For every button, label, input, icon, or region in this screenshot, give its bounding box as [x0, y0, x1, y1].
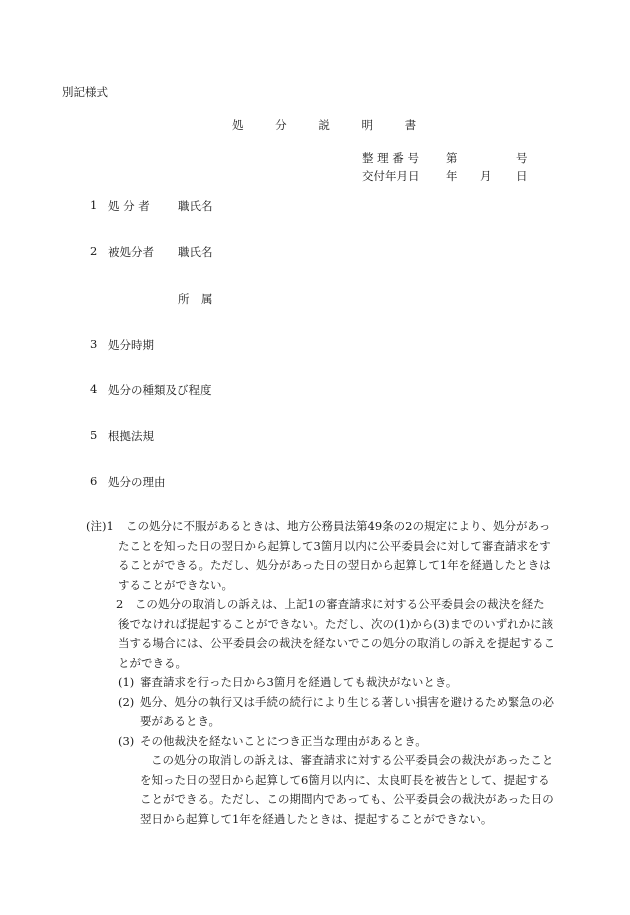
disposer-title-name-label: 職氏名 [178, 199, 213, 213]
issue-date-row [362, 168, 528, 184]
notes-block [86, 517, 556, 829]
section-number: 1 [90, 198, 98, 212]
year-label: 年 [446, 169, 458, 183]
section-label-disposal-type: 処分の種類及び程度 [108, 383, 212, 397]
note-2-body: この処分の取消しの訴えは、上記1の審査請求に対する公平委員会の裁決を経た後でなければ提起することができない。ただし、次の(1)から(3)までのいずれかに該当する場合には、公平委員会の裁決を経ないでこの処分の取消しの訴えを提起することができる。 [118, 597, 555, 670]
title-char: 分 [275, 118, 287, 132]
section-label-disposed-person: 被処分者 [108, 245, 154, 259]
section-number: 2 [90, 244, 98, 258]
note-item-number: (3) [118, 733, 135, 748]
note-item-number: (2) [118, 694, 135, 709]
note-1-text: この処分に不服があるときは、地方公務員法第49条の2の規定により、処分があったことを知った日の翌日から起算して3箇月以内に公平委員会に対して審査請求をすることができる。ただし、処分があった日の翌日から起算して1年を経過したときはすることができない。 [118, 519, 551, 592]
note-item-text: 審査請求を行った日から3箇月を経過しても裁決がないとき。 [140, 675, 458, 689]
section-number: 6 [90, 474, 98, 488]
reference-number-suffix: 号 [516, 151, 528, 165]
note-2-number: 2 [116, 597, 124, 611]
note-item-number: (1) [118, 675, 135, 689]
note-item [96, 693, 556, 732]
title-char: 処 [232, 118, 244, 132]
reference-number-label: 整 理 番 号 [362, 151, 419, 165]
note-item [96, 732, 556, 752]
section-label-reason: 処分の理由 [108, 475, 166, 489]
section-number: 5 [90, 428, 98, 442]
note-2 [96, 595, 556, 673]
note-1 [86, 517, 556, 595]
section-label-disposer: 処 分 者 [108, 199, 150, 213]
form-label: 別記様式 [62, 85, 108, 99]
title-char: 明 [361, 118, 373, 132]
section-label-disposal-date: 処分時期 [108, 338, 154, 352]
note-mark: (注)1 [86, 519, 114, 533]
reference-number-prefix: 第 [446, 151, 458, 165]
note-item-text: 処分、処分の執行又は手続の続行により生じる著しい損害を避けるため緊急の必要があるとき。 [140, 694, 554, 728]
section-label-legal-basis: 根拠法規 [108, 429, 154, 443]
note-2-text [96, 595, 556, 673]
note-item [96, 673, 556, 693]
title-char: 説 [318, 118, 330, 132]
section-number: 4 [90, 382, 98, 396]
section-number: 3 [90, 337, 98, 351]
month-label: 月 [480, 169, 492, 183]
issue-date-label: 交付年月日 [362, 169, 420, 183]
note-item-text: その他裁決を経ないことにつき正当な理由があるとき。 [140, 733, 427, 748]
affiliation-label: 所 属 [178, 292, 213, 306]
title-char: 書 [404, 118, 417, 132]
reference-number-row [362, 150, 528, 166]
document-title [232, 117, 416, 133]
disposed-title-name-label: 職氏名 [178, 245, 213, 259]
day-label: 日 [516, 169, 528, 183]
note-final-paragraph: この処分の取消しの訴えは、審査請求に対する公平委員会の裁決があったことを知った日の翌日から起算して6箇月以内に、太良町長を被告として、提起することができる。ただし、この期間内であっても、公平委員会の裁決があった日の翌日から起算して1年を経過したときは、提起することができない。 [140, 753, 554, 826]
